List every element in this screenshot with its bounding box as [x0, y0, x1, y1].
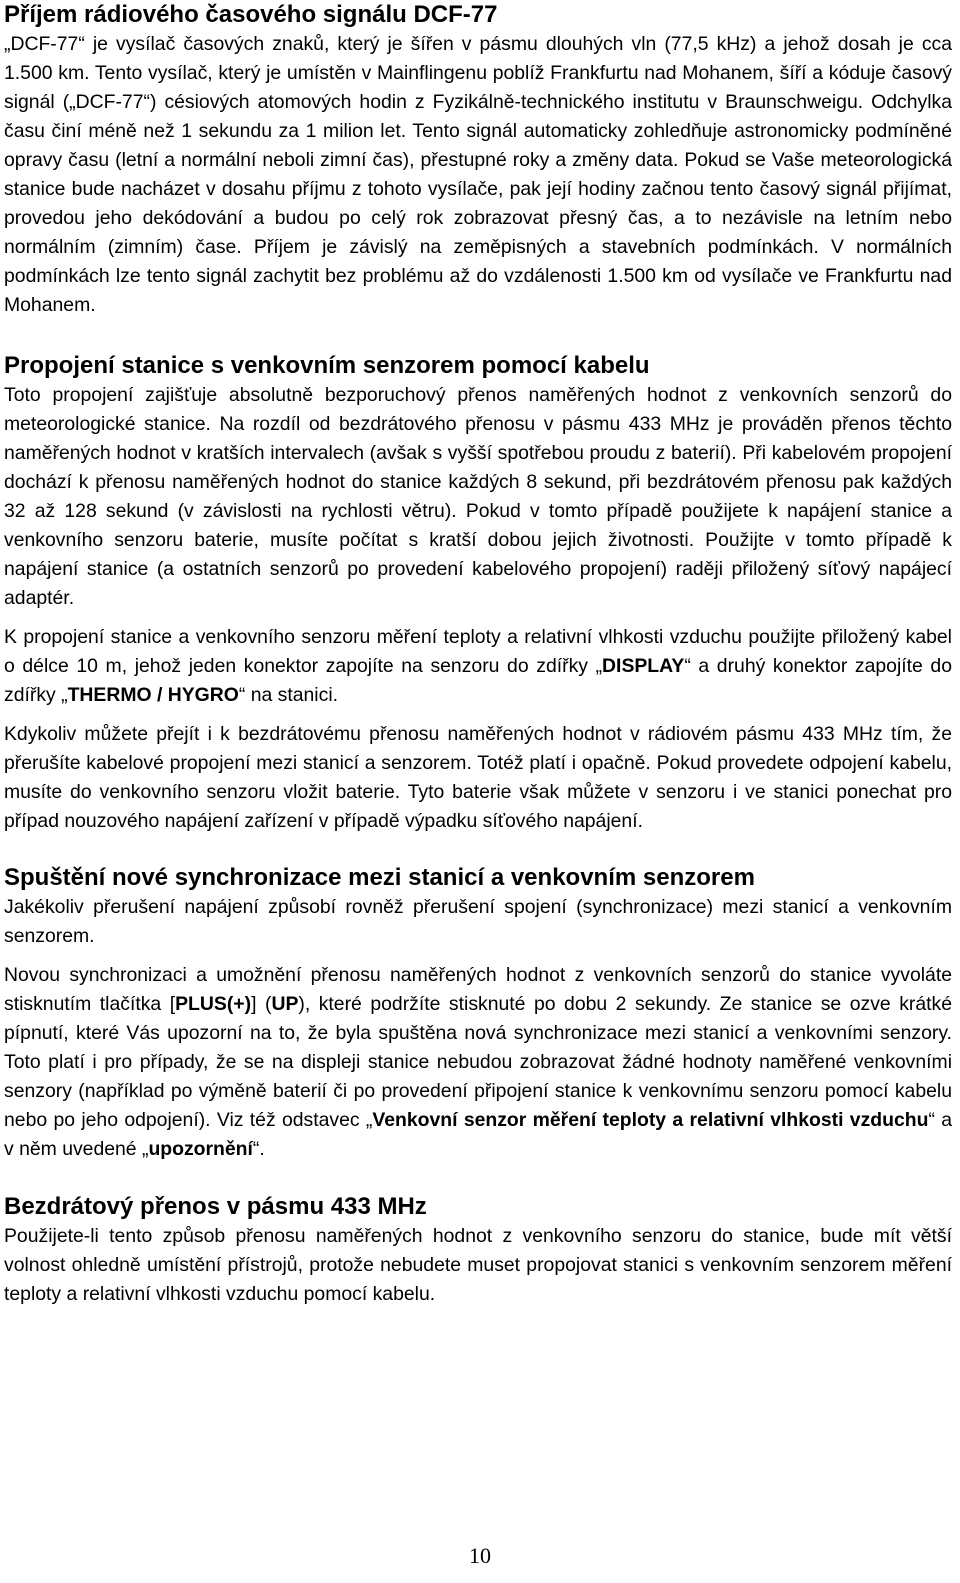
paragraph: Kdykoliv můžete přejít i k bezdrátovému přenosu naměřených hodnot v rádiovém pásmu 433 MHz tím, že přerušíte kabelové propojení mezi stanicí a senzorem. Totéž platí i opačně. Pokud provedete odpojení kabelu, musíte do venkovního senzoru vložit baterie. Tyto baterie však můžete v senzoru i ve stanici ponechat pro případ nouzového napájení zařízení v případě výpadku síťového napájení. — [4, 723, 952, 832]
section-cable-connection — [4, 351, 952, 836]
section-wireless-433 — [4, 1192, 952, 1309]
reference-section-title: Venkovní senzor měření teploty a relativní vlhkosti vzduchu — [372, 1109, 929, 1131]
section-heading: Propojení stanice s venkovním senzorem pomocí kabelu — [4, 352, 650, 379]
paragraph-text: K propojení stanice a venkovního senzoru měření teploty a relativní vlhkosti vzduchu použijte přiložený kabel o délce 10 m, jehož jeden konektor zapojíte na senzoru do zdířky „ — [4, 626, 952, 677]
page-number: 10 — [469, 1543, 491, 1568]
section-heading: Příjem rádiového časového signálu DCF-77 — [4, 1, 498, 28]
paragraph-text: ), které podržíte stisknuté po dobu 2 sekundy. Ze stanice se ozve krátké pípnutí, které Vás upozorní na to, že byla spuštěna nová synchronizace mezi stanicí a venkovními senzory. Toto platí i pro případy, že se na displeji stanice nebudou zobrazovat žádné hodnoty naměřené venkovními senzory (například po výměně baterií či po provedení připojení stanice k venkovnímu senzoru pomocí kabelu nebo po jeho odpojení). Viz též odstavec „ — [4, 993, 953, 1131]
reference-warning: upozornění — [148, 1138, 253, 1160]
section-heading: Spuštění nové synchronizace mezi stanicí a venkovním senzorem — [4, 864, 755, 891]
paragraph: Toto propojení zajišťuje absolutně bezporuchový přenos naměřených hodnot z venkovních senzorů do meteorologické stanice. Na rozdíl od bezdrátového přenosu v pásmu 433 MHz je prováděn přenos těchto naměřených hodnot v kratších intervalech (avšak s vyšší spotřebou proudu z baterií). Při kabelovém propojení dochází k přenosu naměřených hodnot do stanice každých 8 sekund, při bezdrátovém přenosu pak každých 32 až 128 sekund (v závislosti na rychlosti větru). Pokud v tomto případě použijete k napájení stanice a venkovního senzoru baterie, musíte počítat s kratší dobou jejich životnosti. Použijte v tomto případě k napájení stanice (a ostatních senzorů po provedení kabelového propojení) raději přiložený síťový napájecí adaptér. — [4, 384, 952, 609]
paragraph-text: “ a druhý konektor zapojíte do zdířky „ — [4, 655, 952, 706]
section-dcf77 — [4, 0, 952, 320]
socket-label-display: DISPLAY — [602, 655, 685, 677]
section-new-synchronization — [4, 863, 952, 1164]
button-label-plus: PLUS(+) — [175, 993, 252, 1015]
paragraph — [4, 623, 952, 710]
socket-label-thermo-hygro: THERMO / HYGRO — [67, 684, 239, 706]
paragraph: Použijete-li tento způsob přenosu naměřených hodnot z venkovního senzoru do stanice, bude mít větší volnost ohledně umístění přístrojů, protože nebudete muset propojovat stanici s venkovním senzorem měření teploty a relativní vlhkosti vzduchu pomocí kabelu. — [4, 1225, 952, 1305]
button-label-up: UP — [271, 993, 299, 1015]
section-heading: Bezdrátový přenos v pásmu 433 MHz — [4, 1193, 427, 1220]
paragraph — [4, 961, 952, 1164]
paragraph-text: “. — [252, 1138, 265, 1160]
document-page — [4, 0, 952, 1309]
paragraph-text: “ a v něm uvedené „ — [4, 1109, 952, 1160]
paragraph-text: “ na stanici. — [238, 684, 339, 706]
paragraph: „DCF-77“ je vysílač časových znaků, který je šířen v pásmu dlouhých vln (77,5 kHz) a jehož dosah je cca 1.500 km. Tento vysílač, který je umístěn v Mainflingenu poblíž Frankfurtu nad Mohanem, šíří a kóduje časový signál („DCF-77“) césiových atomových hodin z Fyzikálně-technického institutu v Braunschweigu. Odchylka času činí méně než 1 sekundu za 1 milion let. Tento signál automaticky zohledňuje astronomicky podmíněné opravy času (letní a normální neboli zimní čas), přestupné roky a změny data. Pokud se Vaše meteorologická stanice bude nacházet v dosahu příjmu z tohoto vysílače, pak její hodiny začnou tento časový signál přijímat, provedou jeho dekódování a budou po celý rok zobrazovat přesný čas, a to nezávisle na letním nebo normálním (zimním) čase. Příjem je závislý na zeměpisných a stavebních podmínkách. V normálních podmínkách lze tento signál zachytit bez problému až do vzdálenosti 1.500 km od vysílače ve Frankfurtu nad Mohanem. — [4, 33, 952, 316]
paragraph-text: ] ( — [251, 993, 272, 1015]
paragraph: Jakékoliv přerušení napájení způsobí rovněž přerušení spojení (synchronizace) mezi stanicí a venkovním senzorem. — [4, 896, 952, 947]
paragraph-text: Novou synchronizaci a umožnění přenosu naměřených hodnot z venkovních senzorů do stanice vyvoláte stisknutím tlačítka [ — [4, 964, 952, 1015]
